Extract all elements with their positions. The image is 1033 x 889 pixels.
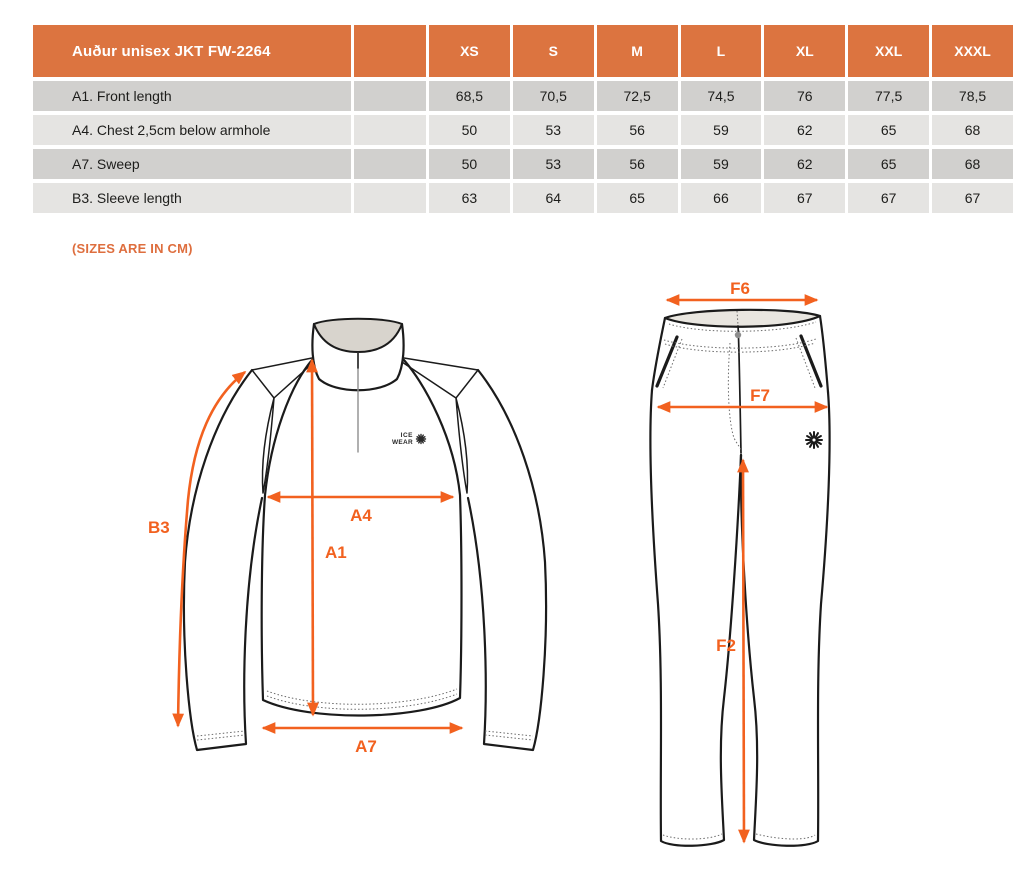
table-row-chest xyxy=(33,115,1013,145)
value-cell: 68 xyxy=(932,149,1013,179)
value-cell: 50 xyxy=(429,149,510,179)
empty-cell xyxy=(354,115,426,145)
table-row-front-length xyxy=(33,81,1013,111)
value-cell: 63 xyxy=(429,183,510,213)
size-header-l: L xyxy=(681,25,762,77)
sizes-unit-note: (SIZES ARE IN CM) xyxy=(72,241,193,256)
pants-right-leg xyxy=(741,392,830,846)
value-cell: 67 xyxy=(932,183,1013,213)
jacket-diagram xyxy=(140,290,590,775)
pants-snowflake-icon xyxy=(806,432,822,448)
jacket-left-raglan-seam xyxy=(262,398,274,493)
value-cell: 65 xyxy=(848,115,929,145)
table-row-sleeve-length xyxy=(33,183,1013,213)
arrow-b3-sleeve xyxy=(178,372,245,726)
arrow-a1-front-length xyxy=(312,360,313,715)
value-cell: 56 xyxy=(597,149,678,179)
label-f2: F2 xyxy=(716,636,736,655)
size-table xyxy=(30,21,1016,217)
measurement-label: A7. Sweep xyxy=(33,149,351,179)
measurement-label: A1. Front length xyxy=(33,81,351,111)
jacket-right-shoulder-seam xyxy=(402,358,478,398)
measurement-label: A4. Chest 2,5cm below armhole xyxy=(33,115,351,145)
value-cell: 53 xyxy=(513,115,594,145)
logo-text-ice: ICE xyxy=(400,432,413,439)
value-cell: 68,5 xyxy=(429,81,510,111)
value-cell: 64 xyxy=(513,183,594,213)
header-empty-cell xyxy=(354,25,426,77)
table-row-sweep xyxy=(33,149,1013,179)
value-cell: 67 xyxy=(764,183,845,213)
value-cell: 74,5 xyxy=(681,81,762,111)
value-cell: 65 xyxy=(848,149,929,179)
size-header-xxl: XXL xyxy=(848,25,929,77)
value-cell: 62 xyxy=(764,115,845,145)
size-header-m: M xyxy=(597,25,678,77)
pants-right-pocket xyxy=(801,336,821,386)
icewear-logo xyxy=(392,432,426,446)
value-cell: 66 xyxy=(681,183,762,213)
pants-diagram xyxy=(640,280,890,880)
value-cell: 53 xyxy=(513,149,594,179)
label-f7: F7 xyxy=(750,386,770,405)
value-cell: 78,5 xyxy=(932,81,1013,111)
value-cell: 56 xyxy=(597,115,678,145)
value-cell: 65 xyxy=(597,183,678,213)
pants-right-hip-edge xyxy=(820,316,828,392)
value-cell: 59 xyxy=(681,115,762,145)
label-a7: A7 xyxy=(355,737,377,756)
jacket-body xyxy=(262,360,462,716)
pants-fly-seam xyxy=(738,326,741,453)
value-cell: 70,5 xyxy=(513,81,594,111)
size-table-header-row xyxy=(33,25,1013,77)
logo-text-wear: WEAR xyxy=(391,439,413,446)
value-cell: 68 xyxy=(932,115,1013,145)
jacket-left-sleeve xyxy=(184,370,262,750)
empty-cell xyxy=(354,149,426,179)
logo-snowflake-icon xyxy=(417,435,426,444)
pants-left-leg xyxy=(650,390,741,846)
value-cell: 50 xyxy=(429,115,510,145)
label-a1: A1 xyxy=(325,543,347,562)
label-f6: F6 xyxy=(730,280,750,298)
label-b3: B3 xyxy=(148,518,170,537)
value-cell: 67 xyxy=(848,183,929,213)
pants-waist-opening xyxy=(665,310,820,327)
empty-cell xyxy=(354,81,426,111)
value-cell: 62 xyxy=(764,149,845,179)
size-header-s: S xyxy=(513,25,594,77)
size-header-xxxl: XXXL xyxy=(932,25,1013,77)
jacket-collar-inside xyxy=(314,319,402,352)
value-cell: 72,5 xyxy=(597,81,678,111)
jacket-left-shoulder-seam xyxy=(252,358,314,398)
value-cell: 59 xyxy=(681,149,762,179)
pants-waist-button xyxy=(735,332,741,338)
size-header-xs: XS xyxy=(429,25,510,77)
size-header-xl: XL xyxy=(764,25,845,77)
value-cell: 77,5 xyxy=(848,81,929,111)
label-a4: A4 xyxy=(350,506,372,525)
empty-cell xyxy=(354,183,426,213)
jacket-right-sleeve xyxy=(468,370,546,750)
measurement-label: B3. Sleeve length xyxy=(33,183,351,213)
value-cell: 76 xyxy=(764,81,845,111)
arrow-f2-inseam xyxy=(743,460,744,842)
product-title: Auður unisex JKT FW-2264 xyxy=(33,25,351,77)
